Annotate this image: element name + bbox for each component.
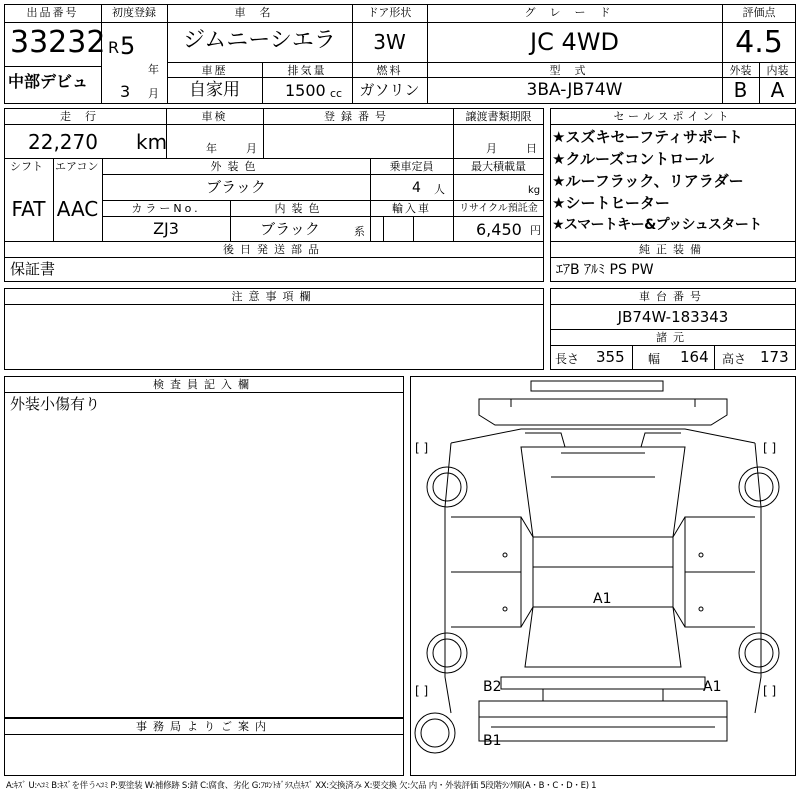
bracket-left-rear: [ ] (415, 684, 429, 698)
int-color-label: 内装色 (274, 202, 326, 215)
chassis-label: 車台番号 (639, 290, 707, 303)
exterior-value: B (733, 78, 748, 102)
later-parts-label: 後日発送部品 (223, 243, 325, 256)
model-value: 3BA-JB74W (526, 80, 623, 100)
int-color-value: ブラック (260, 220, 320, 238)
ext-color-value: ブラック (206, 178, 266, 196)
grade-value: JC 4WD (530, 28, 619, 56)
displacement-label: 排気量 (287, 64, 327, 77)
sales-point-item: ★スマートキー&プッシュスタート (552, 217, 762, 233)
inspection-label: 車検 (201, 110, 228, 123)
first-reg-label: 初度登録 (112, 6, 156, 19)
door-value: 3W (373, 30, 406, 54)
seats-label: 乗車定員 (389, 160, 434, 173)
interior-value: A (770, 78, 785, 102)
damage-mark: A1 (593, 591, 612, 607)
shift-label: シフト (10, 160, 43, 173)
width-value: 164 (680, 348, 709, 366)
history-label: 車歴 (201, 64, 228, 77)
sales-points-label: セールスポイント (613, 110, 733, 123)
chassis-value: JB74W-183343 (617, 308, 729, 326)
displacement-unit: cc (330, 87, 343, 100)
recycle-unit: 円 (530, 224, 541, 237)
year-unit: 年 (148, 63, 159, 76)
later-parts-value: 保証書 (10, 260, 56, 278)
height-value: 173 (760, 348, 789, 366)
length-label: 長さ (555, 352, 580, 366)
first-reg-year: 5 (120, 32, 136, 60)
inspector-block (4, 376, 404, 718)
inspector-value: 外装小傷有り (10, 395, 101, 413)
car-name: ジムニーシエラ (183, 28, 336, 53)
import-label: 輸入車 (392, 202, 431, 215)
seats-unit: 人 (434, 183, 445, 196)
equipment-label: 純正装備 (639, 243, 707, 256)
bracket-right: [ ] (763, 441, 777, 455)
seats-value: 4 (412, 180, 421, 196)
lot-no-label: 出品番号 (26, 6, 79, 19)
transfer-month-unit: 月 (486, 142, 497, 155)
fuel-value: ガソリン (359, 81, 420, 99)
fuel-label: 燃料 (376, 64, 403, 77)
shift-value: FAT (11, 197, 46, 221)
recycle-value: 6,450 (476, 220, 522, 239)
transfer-day-unit: 日 (526, 142, 537, 155)
bracket-right-rear: [ ] (763, 684, 777, 698)
bracket-left: [ ] (415, 441, 429, 455)
color-no-label: カラーNo. (131, 202, 201, 215)
legend: A:ｷｽﾞ U:ﾍｺﾐ B:ｷｽﾞを伴うﾍｺﾐ P:要塗装 W:補修跡 S:錆 C:腐食、劣化 G:ﾌﾛﾝﾄｶﾞﾗｽ点ｷｽﾞ XX:交換済み X:要交換 欠:欠品 内・外装評価 5段階ﾗﾝｸ順(A・B・C・D・E) 1 (6, 781, 597, 791)
month-unit: 月 (148, 87, 159, 100)
ext-color-label: 外装色 (210, 160, 262, 173)
ac-value: AAC (56, 197, 99, 221)
history-value: 自家用 (189, 80, 240, 100)
dimensions-label: 諸元 (656, 331, 690, 344)
grade-label: グレード (524, 6, 625, 19)
height-label: 高さ (722, 352, 747, 366)
interior-label: 内装 (766, 64, 789, 77)
first-reg-month: 3 (120, 82, 131, 101)
model-label: 型式 (549, 64, 600, 77)
damage-mark: B2 (483, 679, 502, 695)
debut-label: 中部デビュ (8, 72, 89, 91)
inspector-label: 検査員記入欄 (153, 378, 255, 391)
damage-mark: B1 (483, 733, 502, 749)
score-label: 評価点 (742, 6, 776, 19)
exterior-label: 外装 (729, 64, 752, 77)
mileage-label: 走行 (60, 110, 110, 123)
sales-point-item: ★クルーズコントロール (552, 150, 714, 168)
width-label: 幅 (648, 352, 661, 366)
recycle-label: リサイクル預託金 (459, 203, 538, 214)
sales-point-item: ★ルーフラック、リアラダー (552, 172, 744, 190)
car-diagram (410, 376, 796, 776)
sales-point-item: ★スズキセーフティサポート (552, 128, 743, 146)
inspection-month-unit: 月 (246, 142, 257, 155)
office-label: 事務局よりご案内 (136, 720, 272, 733)
load-unit: kg (528, 185, 541, 196)
mileage-value: 22,270 (28, 130, 98, 154)
sales-point-item: ★シートヒーター (552, 194, 670, 212)
transfer-label: 譲渡書類期限 (465, 110, 532, 123)
color-no-value: ZJ3 (153, 219, 179, 238)
load-label: 最大積載量 (471, 160, 526, 173)
ac-label: エアコン (55, 160, 99, 173)
era: R (108, 38, 120, 57)
damage-mark: A1 (703, 679, 722, 695)
car-name-label: 車名 (234, 6, 285, 19)
notes-label: 注意事項欄 (231, 290, 317, 303)
displacement-value: 1500 (285, 81, 326, 100)
int-color-unit: 系 (354, 225, 365, 238)
door-label: ドア形状 (367, 6, 412, 19)
length-value: 355 (596, 348, 625, 366)
inspection-year-unit: 年 (206, 142, 217, 155)
lot-no: 33232 (10, 25, 106, 60)
mileage-unit: km (136, 130, 168, 154)
equipment-value: ｴｱB ｱﾙﾐ PS PW (556, 262, 654, 278)
score-value: 4.5 (735, 25, 783, 60)
reg-no-label: 登録番号 (324, 110, 392, 123)
